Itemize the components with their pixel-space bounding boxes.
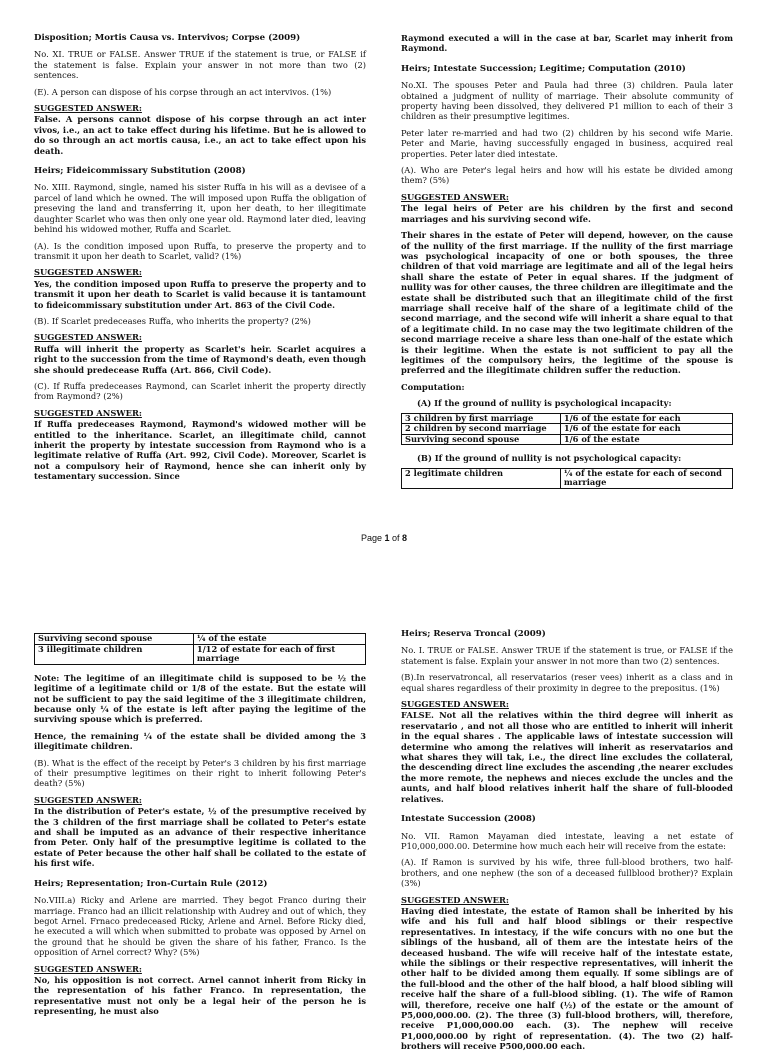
page1-left-column <box>34 33 366 488</box>
table-cell: 1/6 of the estate for each <box>560 424 732 435</box>
table-row <box>402 413 733 424</box>
question-text: (A). Is the condition imposed upon Ruffa, to preserve the property and to transmit it upon her death to Scarlet, valid? (1%) <box>34 240 366 261</box>
page-label: Page <box>360 533 385 543</box>
answer-text: FALSE. Not all the relatives within the third degree will inherit as reservatario , and not all those who are entitled to inherit will inherit in the equal shares . The applicable laws of intestate succession will determine who among the relatives will inherit as reservatarios and what shares they will tak, i.e., the direct line excludes the collateral, the descending direct line excludes the ascending ,the nearer excludes the more remote, the nephews and nieces exclude the uncles and the aunts, and half blood relatives inherit half the share of full-blooded relatives. <box>401 710 733 804</box>
page-current: 1 <box>384 533 390 543</box>
computation-case-a: (A) If the ground of nullity is psychological incapacity: <box>417 398 672 409</box>
answer-text: False. A persons cannot dispose of his corpse through an act inter vivos, i.e., an act to take effect during his lifetime. But he is allowed to do so through an act mortis causa, i.e., an act to take effect upon his death. <box>34 114 366 156</box>
table-cell: 1/6 of the estate for each <box>560 413 732 424</box>
table-row <box>402 424 733 435</box>
question-text: No. I. TRUE or FALSE. Answer TRUE if the statement is true, or FALSE if the statement is false. Explain your answer in not more than two (2) sentences. <box>401 645 733 666</box>
shares-table-b <box>401 468 733 489</box>
question-text: No. VII. Ramon Mayaman died intestate, leaving a net estate of P10,000,000.00. Determine how much each heir will receive from the estate: <box>401 830 733 851</box>
answer-text: If Ruffa predeceases Raymond, Raymond's widowed mother will be entitled to the inheritance. Scarlet, an illegitimate child, cannot inherit the property by intestate succession from Raymond who is a legitimate relative of Ruffa (Art. 992, Civil Code). Moreover, Scarlet is not a compulsory heir of Raymond, hence she can inherit only by testamentary succession. Since <box>34 419 366 482</box>
table-row <box>35 634 366 645</box>
table-row <box>402 468 733 488</box>
table-cell: ¼ of the estate for each of second marriage <box>560 468 732 488</box>
answer-text: Having died intestate, the estate of Ramon shall be inherited by his wife and his full and half blood siblings or their respective representatives. In intestacy, if the wife concurs with no one but the siblings of the husband, all of them are the intestate heirs of the deceased husband. The wife will receive half of the intestate estate, while the siblings or their respective representatives, will inherit the other half to be divided among them equally. If some siblings are of the full-blood and the other of the half blood, a half blood sibling will receive half the share of a full-blood sibling. (1). The wife of Ramon will, therefore, receive one half (½) of the estate or the amount of P5,000,000.00. (2). The three (3) full-blood brothers, will, therefore, receive P1,000,000.00 each. (3). The nephew will receive P1,000,000.00 by right of representation. (4). The two (2) half-brothers will receive P500,000.00 each. <box>401 905 733 1052</box>
table-row <box>35 644 366 664</box>
question-text: (A). If Ramon is survived by his wife, three full-blood brothers, two half-brothers, and one nephew (the son of a deceased fullblood brother)? Explain (3%) <box>401 857 733 889</box>
suggested-answer-label: SUGGESTED ANSWER: <box>34 332 142 343</box>
table-cell: Surviving second spouse <box>402 434 561 445</box>
suggested-answer-label: SUGGESTED ANSWER: <box>34 267 142 278</box>
question-text: No.VIII.a) Ricky and Arlene are married. They begot Franco during their marriage. Franco had an illicit relationship with Audrey and out of which, they begot Arnel. Frnaco predeceased Ricky, Arlene and Arnel. Before Ricky died, he executed a will which when submitted to probate was opposed by Arnel on the ground that he should be given the share of his father, Franco. Is the opposition of Arnel correct? Why? (5%) <box>34 895 367 958</box>
answer-text: Yes, the condition imposed upon Ruffa to preserve the property and to transmit it upon her death to Scarlet is valid because it is tantamount to fideicommissary substitution under Art. 863 of the Civil Code. <box>34 278 366 310</box>
table-cell: 2 legitimate children <box>402 468 561 488</box>
table-cell: 1/6 of the estate <box>560 434 732 445</box>
page-gap <box>0 552 768 612</box>
heading-fideicommissary: Heirs; Fideicommissary Substitution (2008) <box>34 166 246 177</box>
suggested-answer-label: SUGGESTED ANSWER: <box>34 103 142 114</box>
page1-right-column <box>401 33 733 497</box>
table-cell: 1/12 of estate for each of first marriage <box>193 644 365 664</box>
computation-case-b: (B) If the ground of nullity is not psychological capacity: <box>417 453 682 464</box>
page-of: of <box>389 533 403 543</box>
table-cell: 3 illegitimate children <box>35 644 194 664</box>
answer-text: Ruffa will inherit the property as Scarlet's heir. Scarlet acquires a right to the succession from the time of Raymond's death, even though she should predecease Ruffa (Art. 866, Civil Code). <box>34 343 366 375</box>
heading-intestate-legitime: Heirs; Intestate Succession; Legitime; Computation (2010) <box>401 63 686 74</box>
question-text: (B). What is the effect of the receipt by Peter's 3 children by his first marriage of their presumptive legitimes on their right to inherit following Peter's death? (5%) <box>34 757 366 789</box>
table-cell: ¼ of the estate <box>193 634 365 645</box>
shares-table-c <box>34 633 366 665</box>
question-text: Peter later re-married and had two (2) children by his second wife Marie. Peter and Marie, having successfully engaged in business, acquired real properties. Peter later died intestate. <box>401 127 733 159</box>
suggested-answer-label: SUGGESTED ANSWER: <box>34 794 142 805</box>
computation-label: Computation: <box>401 381 465 392</box>
note-text: Note: The legitime of an illegitimate child is supposed to be ½ the legitime of a legitimate child or 1/8 of the estate. But the estate will not be sufficient to pay the said legitime of the 3 illegitimate children, because only ¼ of the estate is left after paying the legitime of the surviving spouse which is preferred. <box>34 672 366 725</box>
suggested-answer-label: SUGGESTED ANSWER: <box>401 191 509 202</box>
suggested-answer-label: SUGGESTED ANSWER: <box>34 963 142 974</box>
table-cell: 3 children by first marriage <box>402 413 561 424</box>
page2-right-column <box>401 629 733 1058</box>
answer-text: Hence, the remaining ¼ of the estate shall be divided among the 3 illegitimate children. <box>34 730 366 752</box>
shares-table-a <box>401 413 733 446</box>
answer-text: Their shares in the estate of Peter will depend, however, on the cause of the nullity of the first marriage. If the nullity of the first marriage was psychological incapacity of one or both spouses, the three children of that void marriage are legitimate and all of the legal heirs shall share the estate of Peter in equal shares. If the judgment of nullity was for other causes, the three children are illegitimate and the estate shall be distributed such that an illegitimate child of the first marriage shall receive half of the share of a legitimate child of the second marriage, and the second wife will inherit a share equal to that of a legitimate child. In no case may the two legitimate children of the second marriage receive a share less than one-half of the estate which is their legitime. When the estate is not sufficient to pay all the legitimes of the compulsory heirs, the legitime of the spouse is preferred and the illegitimate children suffer the reduction. <box>401 230 733 376</box>
heading-representation: Heirs; Representation; Iron-Curtain Rule (2012) <box>34 878 268 889</box>
page-total: 8 <box>402 533 408 543</box>
suggested-answer-label: SUGGESTED ANSWER: <box>34 407 142 418</box>
question-text: (B).In reservatroncal, all reservatarios (reser vees) inherit as a class and in equal shares regardless of their proximity in degree to the prepositus. (1%) <box>401 672 733 693</box>
page-number <box>0 533 768 543</box>
table-row <box>402 434 733 445</box>
question-text: No. XI. TRUE or FALSE. Answer TRUE if the statement is true, or FALSE if the statement is false. Explain your answer in not more than two (2) sentences. <box>34 49 366 81</box>
answer-text: No, his opposition is not correct. Arnel cannot inherit from Ricky in the representation of his father Franco. In representation, the representative must not only be a legal heir of the person he is representing, he must also <box>34 974 366 1017</box>
heading-intestate-succession: Intestate Succession (2008) <box>401 814 536 825</box>
page2-left-column <box>34 629 366 1023</box>
suggested-answer-label: SUGGESTED ANSWER: <box>401 699 509 710</box>
heading-disposition: Disposition; Mortis Causa vs. Intervivos; Corpse (2009) <box>34 33 301 43</box>
question-text: (A). Who are Peter's legal heirs and how will his estate be divided among them? (5%) <box>401 165 733 186</box>
question-text: (E). A person can dispose of his corpse through an act intervivos. (1%) <box>34 86 332 97</box>
answer-text: The legal heirs of Peter are his children by the first and second marriages and his surviving second wife. <box>401 203 733 224</box>
heading-reserva-troncal: Heirs; Reserva Troncal (2009) <box>401 629 546 639</box>
answer-text: Raymond executed a will in the case at bar, Scarlet may inherit from Raymond. <box>401 33 733 54</box>
table-cell: 2 children by second marriage <box>402 424 561 435</box>
table-cell: Surviving second spouse <box>35 634 194 645</box>
question-text: No.XI. The spouses Peter and Paula had three (3) children. Paula later obtained a judgment of nullity of marriage. Their absolute community of property having been dissolved, they delivered P1 million to each of their 3 children as their presumptive legitimes. <box>401 80 733 122</box>
question-text: No. XIII. Raymond, single, named his sister Ruffa in his will as a devisee of a parcel of land which he owned. The will imposed upon Ruffa the obligation of preseving the land and transferring it, upon her death, to her illegitimate daughter Scarlet who was then only one year old. Raymond later died, leaving behind his widowed mother, Ruffa and Scarlet. <box>34 182 366 235</box>
suggested-answer-label: SUGGESTED ANSWER: <box>401 894 509 905</box>
answer-text: In the distribution of Peter's estate, ½ of the presumptive received by the 3 children of the first marriage shall be collated to Peter's estate and shall be imputed as an advance of their respective inheritance from Peter. Only half of the presumptive legitime is collated to the estate of Peter because the other half shall be collated to the estate of his first wife. <box>34 806 366 869</box>
document-page-2 <box>0 612 768 1052</box>
question-text: (C). If Ruffa predeceases Raymond, can Scarlet inherit the property directly from Raymond? (2%) <box>34 380 366 402</box>
question-text: (B). If Scarlet predeceases Ruffa, who inherits the property? (2%) <box>34 315 311 326</box>
